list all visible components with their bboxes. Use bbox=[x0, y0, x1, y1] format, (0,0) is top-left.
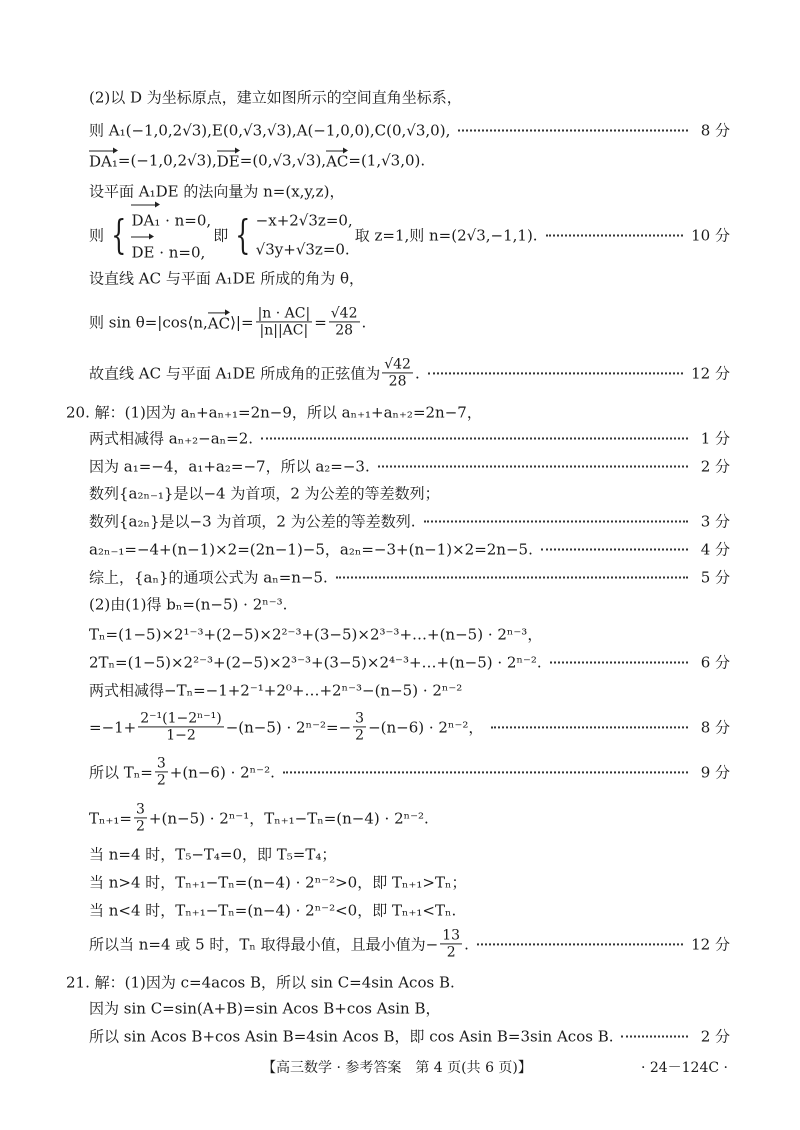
answer-line bbox=[89, 755, 730, 788]
answer-line bbox=[89, 120, 730, 141]
dot-leader bbox=[428, 372, 683, 374]
system-rows bbox=[256, 207, 353, 264]
line-content bbox=[89, 844, 336, 865]
text-run: 两式相减得 aₙ₊₂−aₙ=2. bbox=[89, 429, 254, 448]
system-row bbox=[256, 207, 353, 236]
text-run: =−1+ bbox=[89, 718, 137, 736]
answer-line bbox=[89, 428, 730, 449]
text-run: 故直线 AC 与平面 A₁DE 所成角的正弦值为 bbox=[89, 364, 381, 383]
answer-line bbox=[89, 680, 730, 701]
line-content bbox=[89, 927, 469, 960]
text-run: 即 bbox=[213, 226, 229, 245]
text-run: 则 sin θ=|cos⟨n, bbox=[89, 313, 208, 332]
line-content bbox=[89, 204, 538, 267]
text-run: a₂ₙ₋₁=−4+(n−1)×2=(2n−1)−5，a₂ₙ=−3+(n−1)×2=2n−5. bbox=[89, 540, 533, 559]
answer-line bbox=[89, 268, 730, 289]
line-content bbox=[89, 150, 425, 171]
line-content bbox=[89, 653, 542, 671]
text-run: 21. 解：(1)因为 c=4acos B，所以 sin C=4sin Acos B. bbox=[66, 973, 455, 992]
line-content bbox=[89, 539, 533, 560]
text-run: 则 A₁(−1,0,2√3),E(0,√3,√3),A(−1,0,0),C(0,√3,0), bbox=[89, 121, 451, 140]
dot-leader bbox=[541, 548, 688, 550]
text-run: = bbox=[314, 313, 327, 331]
text-run: . bbox=[414, 364, 420, 382]
dot-leader bbox=[424, 520, 689, 522]
vector: DE bbox=[217, 150, 240, 171]
denominator: |n||AC| bbox=[259, 322, 309, 339]
answer-line bbox=[89, 150, 730, 171]
numerator: √42 bbox=[384, 356, 411, 373]
dot-leader bbox=[546, 234, 684, 236]
denominator: 2 bbox=[156, 772, 166, 789]
fraction bbox=[353, 710, 366, 743]
line-content bbox=[89, 624, 542, 645]
line-content bbox=[89, 305, 366, 338]
answer-line bbox=[89, 872, 730, 893]
answer-line bbox=[89, 1026, 730, 1047]
text-run: −x+2√3z=0, bbox=[255, 211, 353, 230]
text-run: 当 n>4 时，Tₙ₊₁−Tₙ=(n−4) · 2ⁿ⁻²>0，即 Tₙ₊₁>Tₙ； bbox=[89, 873, 467, 892]
text-run: 当 n=4 时，T₅−T₄=0，即 T₅=T₄； bbox=[89, 845, 337, 864]
dot-leader bbox=[283, 771, 688, 773]
numerator: 3 bbox=[136, 801, 145, 818]
text-run: (2)以 D 为坐标原点，建立如图所示的空间直角坐标系， bbox=[89, 88, 462, 107]
dot-leader bbox=[550, 661, 688, 663]
line-content bbox=[89, 428, 253, 449]
text-run: =(0,√3,√3), bbox=[239, 151, 327, 169]
numerator: 2⁻¹(1−2ⁿ⁻¹) bbox=[140, 710, 222, 727]
line-content bbox=[89, 998, 441, 1019]
text-run: =(−1,0,2√3), bbox=[117, 151, 217, 169]
answer-line bbox=[66, 972, 730, 993]
answer-line bbox=[89, 652, 730, 673]
equation-system bbox=[106, 204, 211, 267]
vector: AC bbox=[326, 150, 348, 171]
answer-line bbox=[89, 567, 730, 588]
text-run: 取 z=1,则 n=(2√3,−1,1). bbox=[354, 226, 538, 245]
text-run: . bbox=[361, 313, 367, 331]
fraction bbox=[155, 755, 168, 788]
line-content bbox=[89, 900, 456, 921]
denominator: 28 bbox=[335, 322, 354, 339]
text-run: −(n−6) · 2ⁿ⁻²， bbox=[368, 718, 484, 737]
score-label: 12 分 bbox=[691, 364, 730, 383]
vector: DA₁ bbox=[89, 150, 118, 171]
text-run: (2)由(1)得 bₙ=(n−5) · 2ⁿ⁻³. bbox=[89, 595, 288, 614]
line-content bbox=[66, 402, 482, 423]
denominator: 2 bbox=[446, 944, 456, 961]
vector: DE bbox=[131, 235, 154, 267]
brace-icon: { bbox=[235, 212, 251, 258]
answer-line bbox=[66, 402, 730, 423]
text-run: 则 bbox=[89, 226, 105, 245]
score-label: 2 分 bbox=[700, 1027, 730, 1046]
answer-line bbox=[89, 844, 730, 865]
numerator: |n · AC| bbox=[257, 305, 311, 322]
dot-leader bbox=[458, 129, 688, 131]
text-run: 2Tₙ=(1−5)×2²⁻³+(2−5)×2³⁻³+(3−5)×2⁴⁻³+…+(n−5) · 2ⁿ⁻². bbox=[89, 653, 542, 671]
text-run: +(n−5) · 2ⁿ⁻¹，Tₙ₊₁−Tₙ=(n−4) · 2ⁿ⁻². bbox=[148, 809, 429, 828]
score-label: 4 分 bbox=[700, 540, 730, 559]
system-rows bbox=[131, 204, 211, 267]
text-run: 所以 sin Acos B+cos Asin B=4sin Acos B，即 cos Asin B=3sin Acos B. bbox=[89, 1027, 614, 1046]
fraction bbox=[256, 305, 313, 338]
line-content bbox=[89, 755, 275, 788]
answer-line bbox=[89, 305, 730, 338]
line-content bbox=[89, 680, 462, 701]
line-content bbox=[89, 456, 370, 477]
line-content bbox=[89, 120, 450, 141]
line-content bbox=[89, 801, 429, 834]
vector: DA₁ bbox=[131, 204, 160, 236]
numerator: 3 bbox=[355, 710, 365, 727]
brace-icon: { bbox=[111, 212, 127, 258]
answer-line bbox=[89, 900, 730, 921]
answer-line bbox=[89, 356, 730, 389]
answer-line bbox=[89, 456, 730, 477]
score-label: 6 分 bbox=[700, 653, 730, 672]
system-row bbox=[131, 235, 211, 267]
text-run: −(n−5) · 2ⁿ⁻²=− bbox=[225, 718, 352, 736]
text-run: . bbox=[464, 935, 469, 953]
system-row bbox=[131, 204, 211, 236]
score-label: 3 分 bbox=[700, 512, 730, 531]
answer-line bbox=[89, 204, 730, 267]
equation-system bbox=[230, 207, 352, 264]
text-run: 所以 Tₙ= bbox=[89, 763, 153, 782]
vector: AC bbox=[208, 312, 230, 333]
line-content bbox=[89, 356, 420, 389]
line-content bbox=[89, 268, 364, 289]
answer-line bbox=[89, 511, 730, 532]
line-content bbox=[89, 483, 440, 504]
answer-line bbox=[89, 539, 730, 560]
footer-title: 【高三数学 · 参考答案 第 4 页(共 6 页)】 bbox=[262, 1060, 532, 1076]
answer-line bbox=[89, 87, 730, 108]
fraction bbox=[382, 356, 413, 389]
fraction bbox=[440, 927, 462, 960]
dot-leader bbox=[378, 465, 688, 467]
line-content bbox=[89, 594, 287, 615]
text-run: 因为 a₁=−4，a₁+a₂=−7，所以 a₂=−3. bbox=[89, 457, 370, 476]
line-content bbox=[89, 181, 344, 202]
score-label: 2 分 bbox=[700, 457, 730, 476]
text-run: 因为 sin C=sin(A+B)=sin Acos B+cos Asin B， bbox=[89, 999, 441, 1018]
text-run: 当 n<4 时，Tₙ₊₁−Tₙ=(n−4) · 2ⁿ⁻²<0，即 Tₙ₊₁<Tₙ. bbox=[89, 901, 457, 920]
line-content bbox=[89, 710, 483, 743]
denominator: 2 bbox=[136, 818, 145, 835]
text-run: √3y+√3z=0. bbox=[255, 240, 350, 258]
dot-leader bbox=[491, 726, 688, 728]
text-run: 数列{a₂ₙ}是以−3 为首项，2 为公差的等差数列. bbox=[89, 512, 416, 531]
score-label: 8 分 bbox=[700, 718, 730, 737]
fraction bbox=[329, 305, 360, 338]
text-run: ⟩|= bbox=[230, 313, 254, 331]
dot-leader bbox=[336, 576, 688, 578]
dot-leader bbox=[621, 1035, 688, 1037]
answer-line bbox=[89, 998, 730, 1019]
line-content bbox=[89, 87, 462, 108]
line-content bbox=[66, 972, 455, 993]
answer-line bbox=[89, 181, 730, 202]
text-run: +(n−6) · 2ⁿ⁻². bbox=[169, 763, 275, 781]
score-label: 10 分 bbox=[691, 226, 730, 245]
line-content bbox=[89, 567, 328, 588]
dot-leader bbox=[261, 437, 688, 439]
text-run: Tₙ₊₁= bbox=[89, 809, 132, 827]
denominator: 1−2 bbox=[166, 727, 196, 744]
answer-line bbox=[89, 710, 730, 743]
line-content bbox=[89, 872, 466, 893]
answer-line bbox=[89, 483, 730, 504]
answer-line bbox=[89, 801, 730, 834]
line-content bbox=[89, 1026, 613, 1047]
score-label: 1 分 bbox=[700, 429, 730, 448]
line-content bbox=[89, 511, 416, 532]
text-run: 两式相减得−Tₙ=−1+2⁻¹+2⁰+…+2ⁿ⁻³−(n−5) · 2ⁿ⁻² bbox=[89, 681, 463, 700]
score-label: 5 分 bbox=[700, 568, 730, 587]
denominator: 28 bbox=[388, 373, 407, 390]
score-label: 8 分 bbox=[700, 121, 730, 140]
system-row bbox=[256, 235, 353, 264]
dot-leader bbox=[477, 943, 683, 945]
fraction bbox=[138, 710, 223, 743]
text-run: 数列{a₂ₙ₋₁}是以−4 为首项，2 为公差的等差数列； bbox=[89, 484, 440, 503]
text-run: 设直线 AC 与平面 A₁DE 所成的角为 θ， bbox=[89, 269, 365, 288]
numerator: √42 bbox=[330, 305, 358, 322]
text-run: · n=0, bbox=[154, 243, 206, 261]
denominator: 2 bbox=[355, 727, 365, 744]
answer-line bbox=[89, 594, 730, 615]
text-run: Tₙ=(1−5)×2¹⁻³+(2−5)×2²⁻³+(3−5)×2³⁻³+…+(n−5) · 2ⁿ⁻³， bbox=[89, 625, 543, 644]
fraction bbox=[134, 801, 147, 834]
text-run: =(1,√3,0). bbox=[348, 151, 426, 169]
answer-line bbox=[89, 927, 730, 960]
text-run: 所以当 n=4 或 5 时，Tₙ 取得最小值，且最小值为− bbox=[89, 935, 439, 954]
text-run: 综上，{aₙ}的通项公式为 aₙ=n−5. bbox=[89, 568, 328, 587]
numerator: 3 bbox=[156, 755, 166, 772]
answer-line bbox=[89, 624, 730, 645]
text-run: 设平面 A₁DE 的法向量为 n=(x,y,z)， bbox=[89, 182, 345, 201]
text-run: 20. 解：(1)因为 aₙ+aₙ₊₁=2n−9，所以 aₙ₊₁+aₙ₊₂=2n−7， bbox=[66, 403, 482, 422]
score-label: 9 分 bbox=[700, 763, 730, 782]
numerator: 13 bbox=[442, 927, 461, 944]
score-label: 12 分 bbox=[691, 935, 730, 954]
text-run: · n=0, bbox=[160, 211, 212, 230]
footer-code: · 24－124C · bbox=[640, 1060, 728, 1076]
